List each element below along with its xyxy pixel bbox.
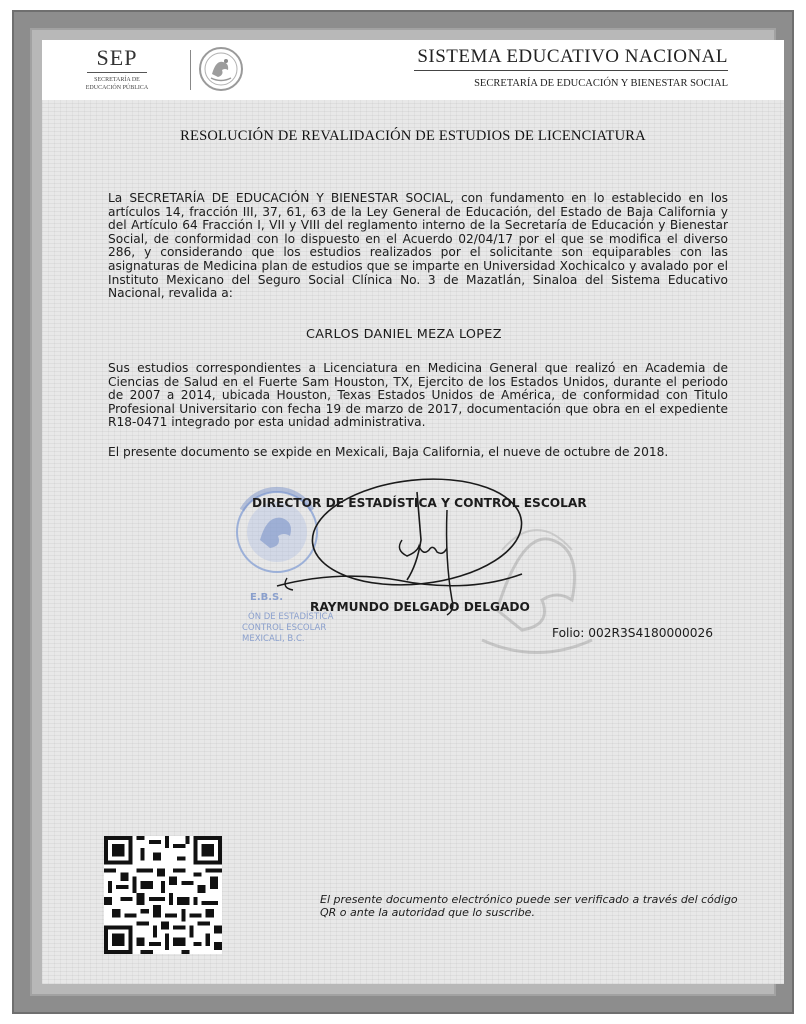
sep-abbrev: SEP [96, 45, 138, 70]
recipient-name: CARLOS DANIEL MEZA LOPEZ [306, 327, 502, 342]
legal-basis-paragraph: La SECRETARÍA DE EDUCACIÓN Y BIENESTAR SOCIAL, con fundamento en lo establecido en los artículos 14, fracción III, 37, 61, 63 de la Ley General de Educación, del Estado de Baja California y del Artículo 64 Fracción I, VII y VIII del reglamento interno de la Secretaría de Educación y Bienestar Social, de conformidad con lo dispuesto en el Acuerdo 02/04/17 por el que se modifica el diverso 286, y considerando que los estudios realizados por el solicitante son equiparables con las asignaturas de Medicina plan de estudios que se imparte en Universidad Xochicalco y avalado por el Instituto Mexicano del Seguro Social Clínica No. 3 de Mazatlán, Sinaloa del Sistema Educativo Nacional, revalida a: [108, 191, 728, 301]
verification-qr-code[interactable] [104, 836, 222, 954]
sep-logo [52, 46, 182, 94]
signer-title: DIRECTOR DE ESTADÍSTICA Y CONTROL ESCOLAR [252, 496, 587, 510]
secretariat-name: SECRETARÍA DE EDUCACIÓN Y BIENESTAR SOCIAL [474, 78, 728, 89]
issuance-paragraph: El presente documento se expide en Mexicali, Baja California, el nueve de octubre de 2018. [108, 445, 669, 459]
sep-line1: SECRETARÍA DE [94, 77, 140, 83]
system-title: SISTEMA EDUCATIVO NACIONAL [417, 46, 728, 67]
certificate-sheet [42, 40, 784, 984]
stamp-line-2: ÓN DE ESTADÍSTICA [248, 612, 334, 622]
stamp-line-3: CONTROL ESCOLAR [242, 623, 327, 633]
sep-logo-rule [87, 72, 147, 73]
document-title: RESOLUCIÓN DE REVALIDACIÓN DE ESTUDIOS DE LICENCIATURA [180, 128, 646, 144]
signer-name: RAYMUNDO DELGADO DELGADO [310, 600, 530, 614]
verification-note: El presente documento electrónico puede ser verificado a través del código QR o ante la autoridad que lo suscribe. [320, 893, 738, 919]
folio-number: Folio: 002R3S4180000026 [552, 626, 714, 640]
stamp-line-1: E.B.S. [250, 592, 284, 603]
letterhead [42, 40, 784, 100]
header-rule [414, 70, 728, 71]
stamp-line-4: MEXICALI, B.C. [242, 634, 305, 644]
studies-paragraph: Sus estudios correspondientes a Licenciatura en Medicina General que realizó en Academia de Ciencias de Salud en el Fuerte Sam Houston, TX, Ejercito de los Estados Unidos, durante el periodo de 2007 a 2014, ubicada Houston, Texas Estados Unidos de América, de conformidad con Titulo Profesional Universitario con fecha 19 de marzo de 2017, documentación que obra en el expediente R18-0471 integrado por esta unidad administrativa. [108, 361, 728, 430]
sep-line2: EDUCACIÓN PÚBLICA [85, 85, 149, 91]
handwritten-signature-icon [267, 470, 527, 620]
mexico-eagle-seal-icon [198, 46, 244, 92]
header-divider [190, 50, 191, 90]
